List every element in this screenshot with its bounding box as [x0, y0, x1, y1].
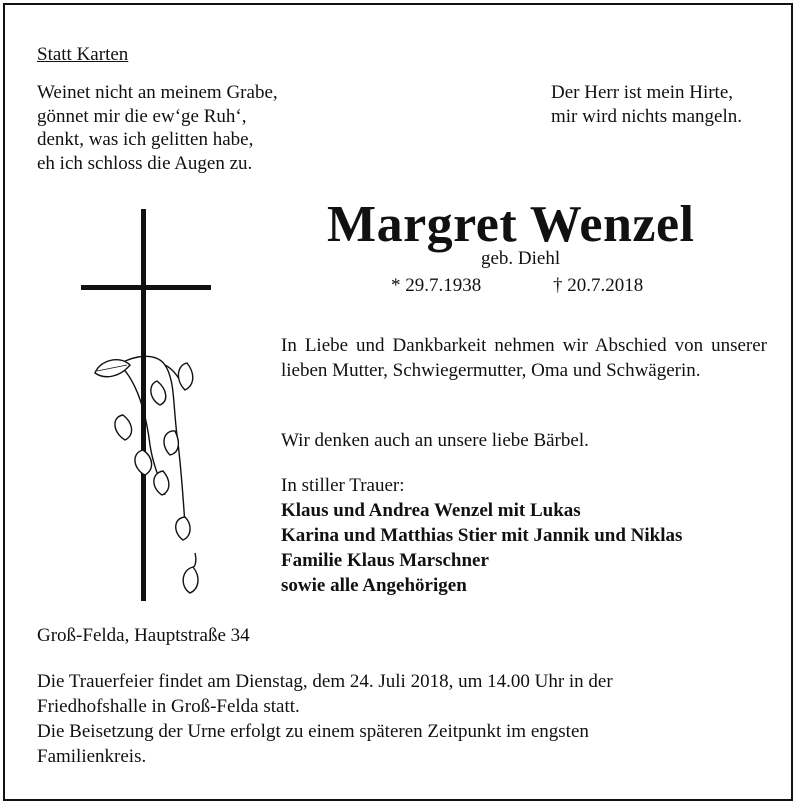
cross-icon [81, 209, 211, 601]
mourner-entry: Klaus und Andrea Wenzel mit Lukas [281, 500, 581, 521]
poem-left-line: gönnet mir die ew‘ge Ruh‘, [37, 105, 247, 127]
funeral-line: Familienkreis. [37, 746, 147, 767]
mourner-entry: Familie Klaus Marschner [281, 550, 489, 571]
deceased-name: Margret Wenzel [327, 196, 695, 253]
address: Groß-Felda, Hauptstraße 34 [37, 625, 250, 646]
mourners-list [281, 498, 682, 598]
in-mourning-label: In stiller Trauer: [281, 475, 405, 496]
funeral-details [37, 669, 767, 769]
obituary-notice [3, 3, 793, 801]
funeral-line: Friedhofshalle in Groß-Felda statt. [37, 696, 300, 717]
poem-right-line: mir wird nichts mangeln. [551, 105, 743, 127]
mourner-entry: Karina und Matthias Stier mit Jannik und Niklas [281, 525, 683, 546]
remembrance-text: Wir denken auch an unsere liebe Bärbel. [281, 430, 589, 451]
poem-left-line: Weinet nicht an meinem Grabe, [37, 82, 278, 103]
statt-karten-heading: Statt Karten [37, 44, 129, 65]
farewell-text: In Liebe und Dankbarkeit nehmen wir Abschied von unserer lieben Mutter, Schwiegermutter, Oma und Schwägerin. [281, 335, 767, 381]
birth-date: * 29.7.1938 [391, 275, 482, 296]
cross-with-branch-artwork [65, 205, 225, 605]
maiden-name: geb. Diehl [481, 248, 561, 269]
poem-left-line: eh ich schloss die Augen zu. [37, 152, 253, 174]
poem-right [551, 81, 742, 128]
funeral-line: Die Trauerfeier findet am Dienstag, dem 24. Juli 2018, um 14.00 Uhr in der [37, 671, 613, 692]
death-date: † 20.7.2018 [553, 275, 644, 296]
poem-right-line: Der Herr ist mein Hirte, [551, 82, 734, 103]
poem-left [37, 81, 278, 175]
mourner-entry: sowie alle Angehörigen [281, 575, 467, 596]
poem-left-line: denkt, was ich gelitten habe, [37, 129, 254, 150]
funeral-line: Die Beisetzung der Urne erfolgt zu einem späteren Zeitpunkt im engsten [37, 721, 589, 742]
birch-branch-icon [95, 356, 198, 593]
